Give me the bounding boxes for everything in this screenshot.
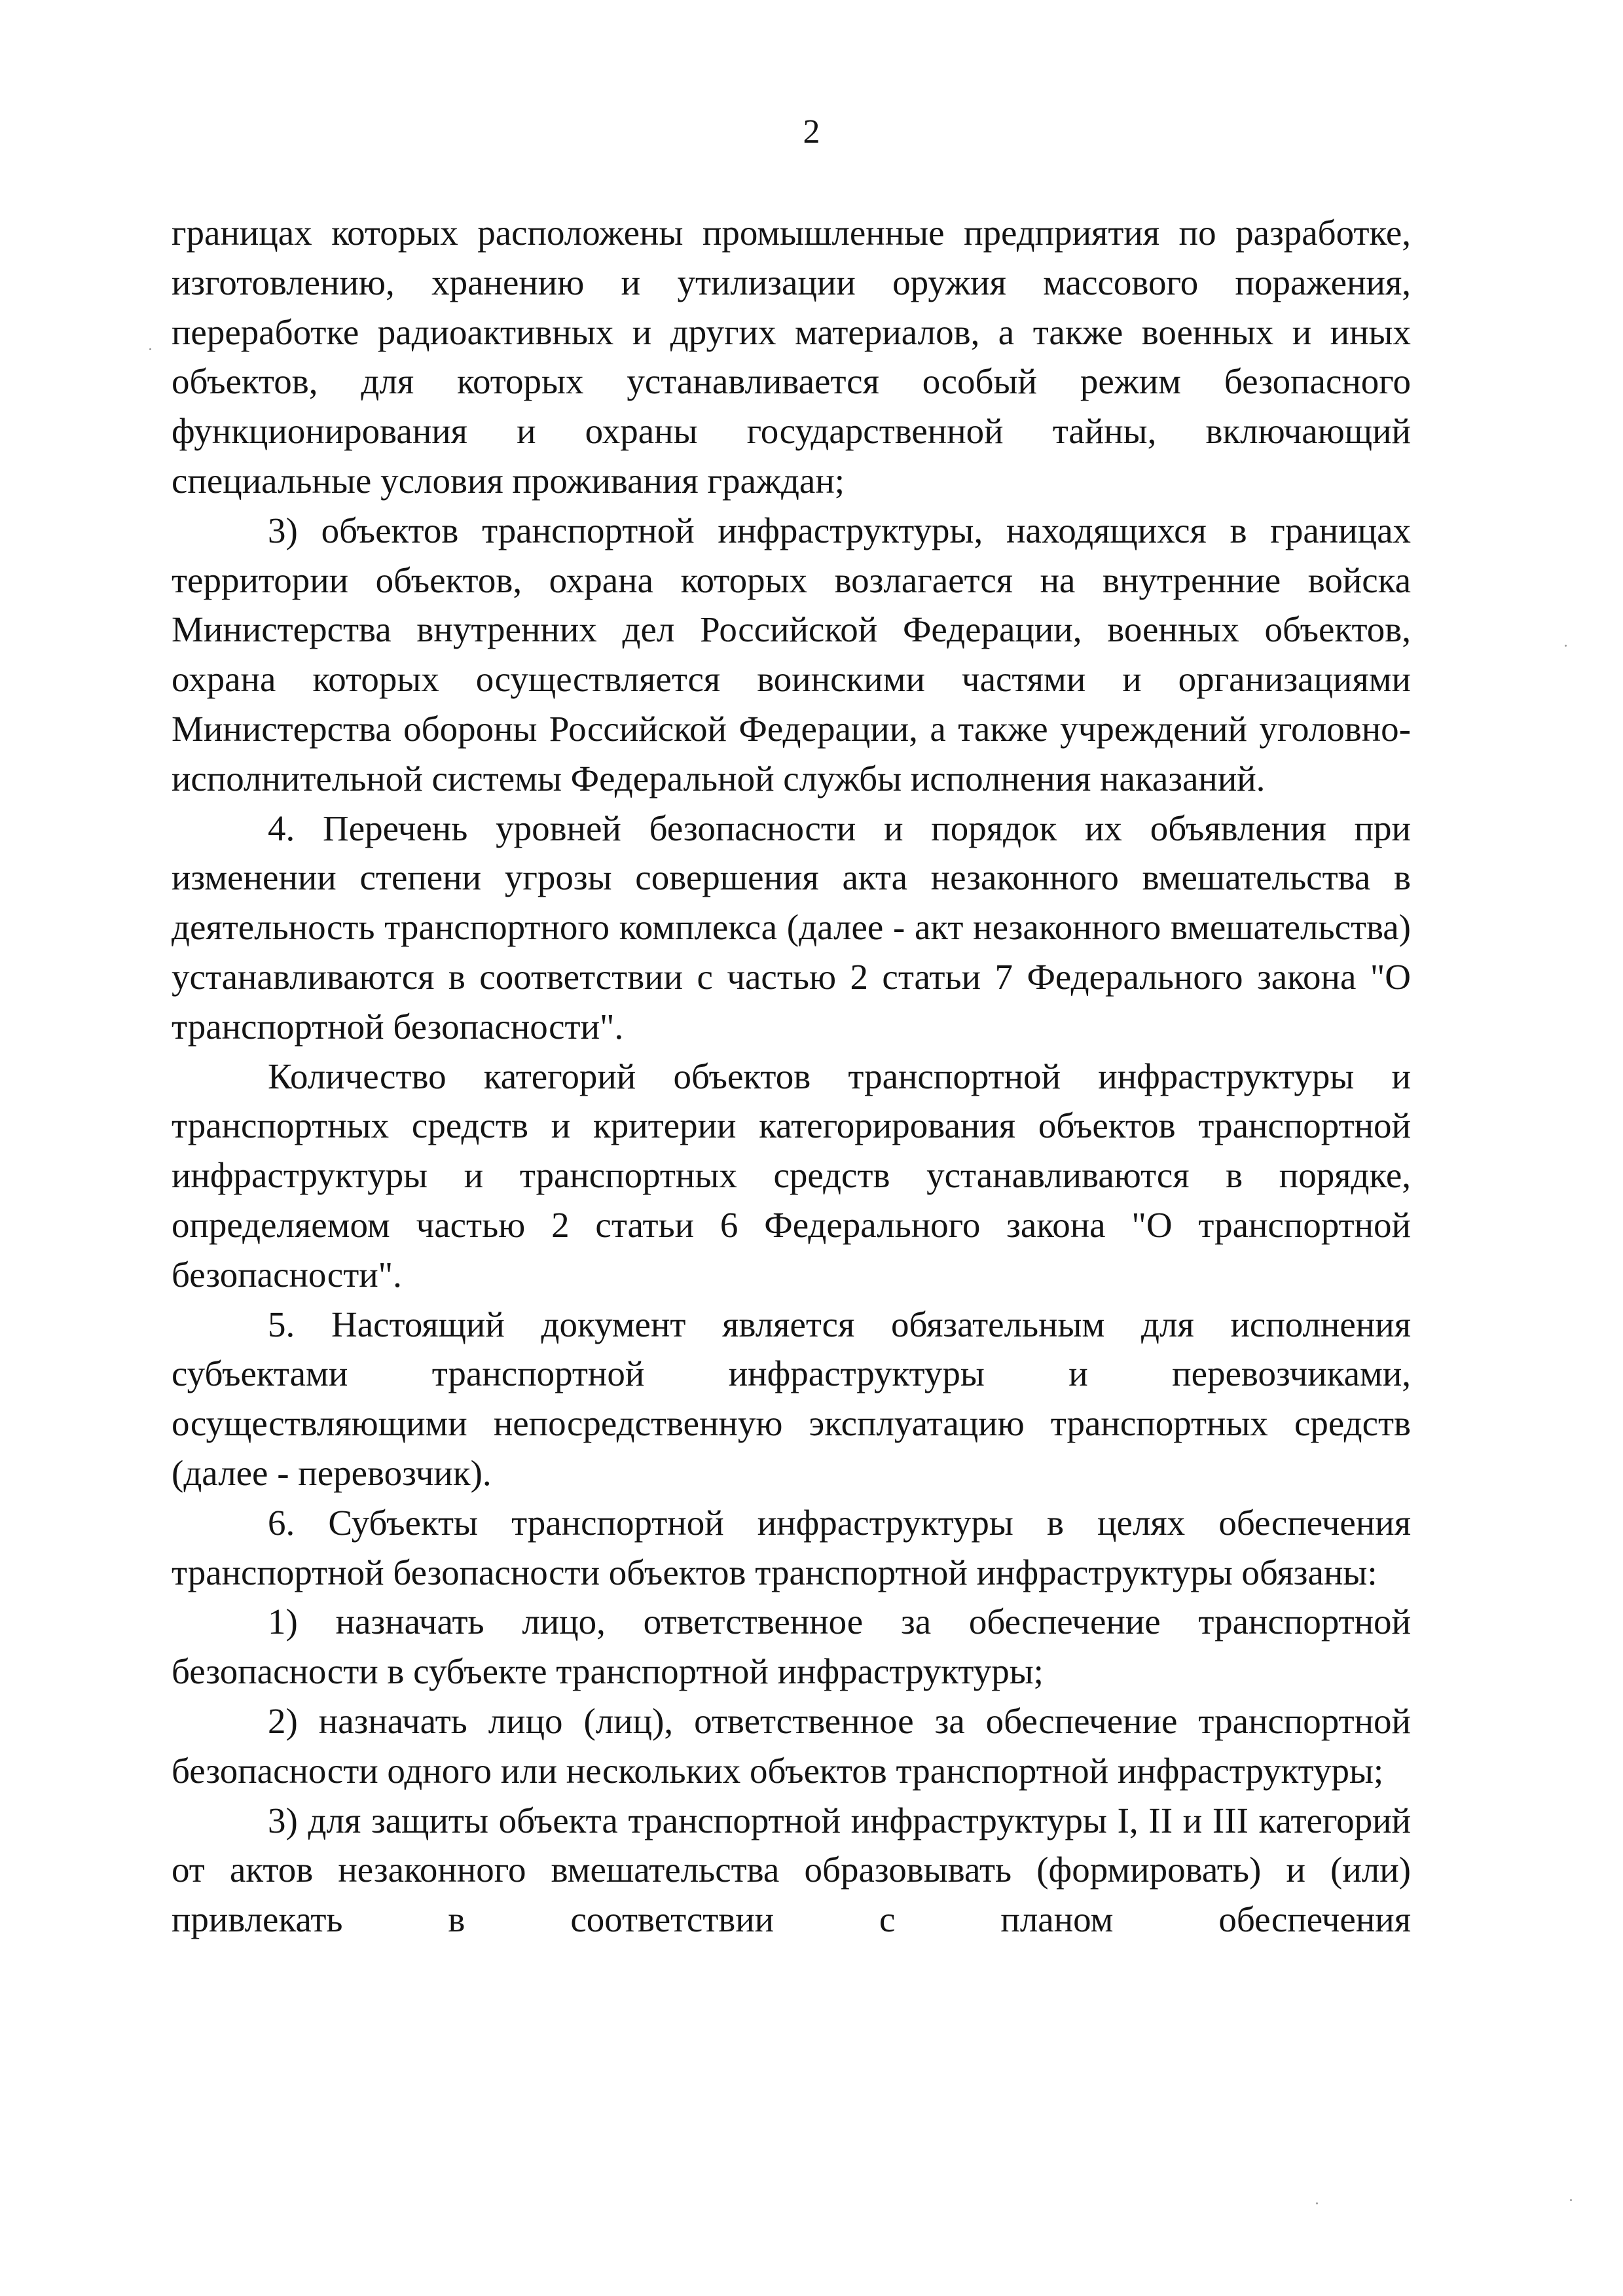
scan-speck [1570,2199,1572,2201]
document-body [172,208,1411,1945]
paragraph-duty-2: 2) назначать лицо (лиц), ответственное за обеспечение транспортной безопасности одного или нескольких объектов транспортной инфраструктуры; [172,1700,1411,1791]
scan-speck [1565,645,1567,647]
paragraph-item-3: 3) объектов транспортной инфраструктуры, находящихся в границах территории объектов, охрана которых возлагается на внутренние войска Министерства внутренних дел Российской Федерации, военных объектов, охрана которых осуществляется воинскими частями и организациями Министерства обороны Российской Федерации, а также учреждений уголовно-исполнительной системы Федеральной службы исполнения наказаний. [172,510,1411,798]
paragraph-section-6: 6. Субъекты транспортной инфраструктуры в целях обеспечения транспортной безопасности объектов транспортной инфраструктуры обязаны: [172,1502,1411,1592]
paragraph-section-4: 4. Перечень уровней безопасности и порядок их объявления при изменении степени угрозы совершения акта незаконного вмешательства в деятельность транспортного комплекса (далее - акт незаконного вмешательства) устанавливаются в соответствии с частью 2 статьи 7 Федерального закона "О транспортной безопасности". [172,808,1411,1047]
scan-speck [149,348,151,350]
paragraph-duty-1: 1) назначать лицо, ответственное за обеспечение транспортной безопасности в субъекте транспортной инфраструктуры; [172,1602,1411,1692]
paragraph-categories: Количество категорий объектов транспортной инфраструктуры и транспортных средств и критерии категорирования объектов транспортной инфраструктуры и транспортных средств устанавливаются в порядке, определяемом частью 2 статьи 6 Федерального закона "О транспортной безопасности". [172,1056,1411,1295]
paragraph-duty-3: 3) для защиты объекта транспортной инфраструктуры I, II и III категорий от актов незаконного вмешательства образовывать (формировать) и (или) привлекать в соответствии с планом обеспечения [172,1800,1411,1940]
paragraph-continuation: границах которых расположены промышленные предприятия по разработке, изготовлению, хранению и утилизации оружия массового поражения, переработке радиоактивных и других материалов, а также военных и иных объектов, для которых устанавливается особый режим безопасного функционирования и охраны государственной тайны, включающий специальные условия проживания граждан; [172,213,1411,501]
paragraph-section-5: 5. Настоящий документ является обязательным для исполнения субъектами транспортной инфраструктуры и перевозчиками, осуществляющими непосредственную эксплуатацию транспортных средств (далее - перевозчик). [172,1304,1411,1493]
scan-speck [1316,2202,1318,2204]
page-number: 2 [803,113,820,151]
